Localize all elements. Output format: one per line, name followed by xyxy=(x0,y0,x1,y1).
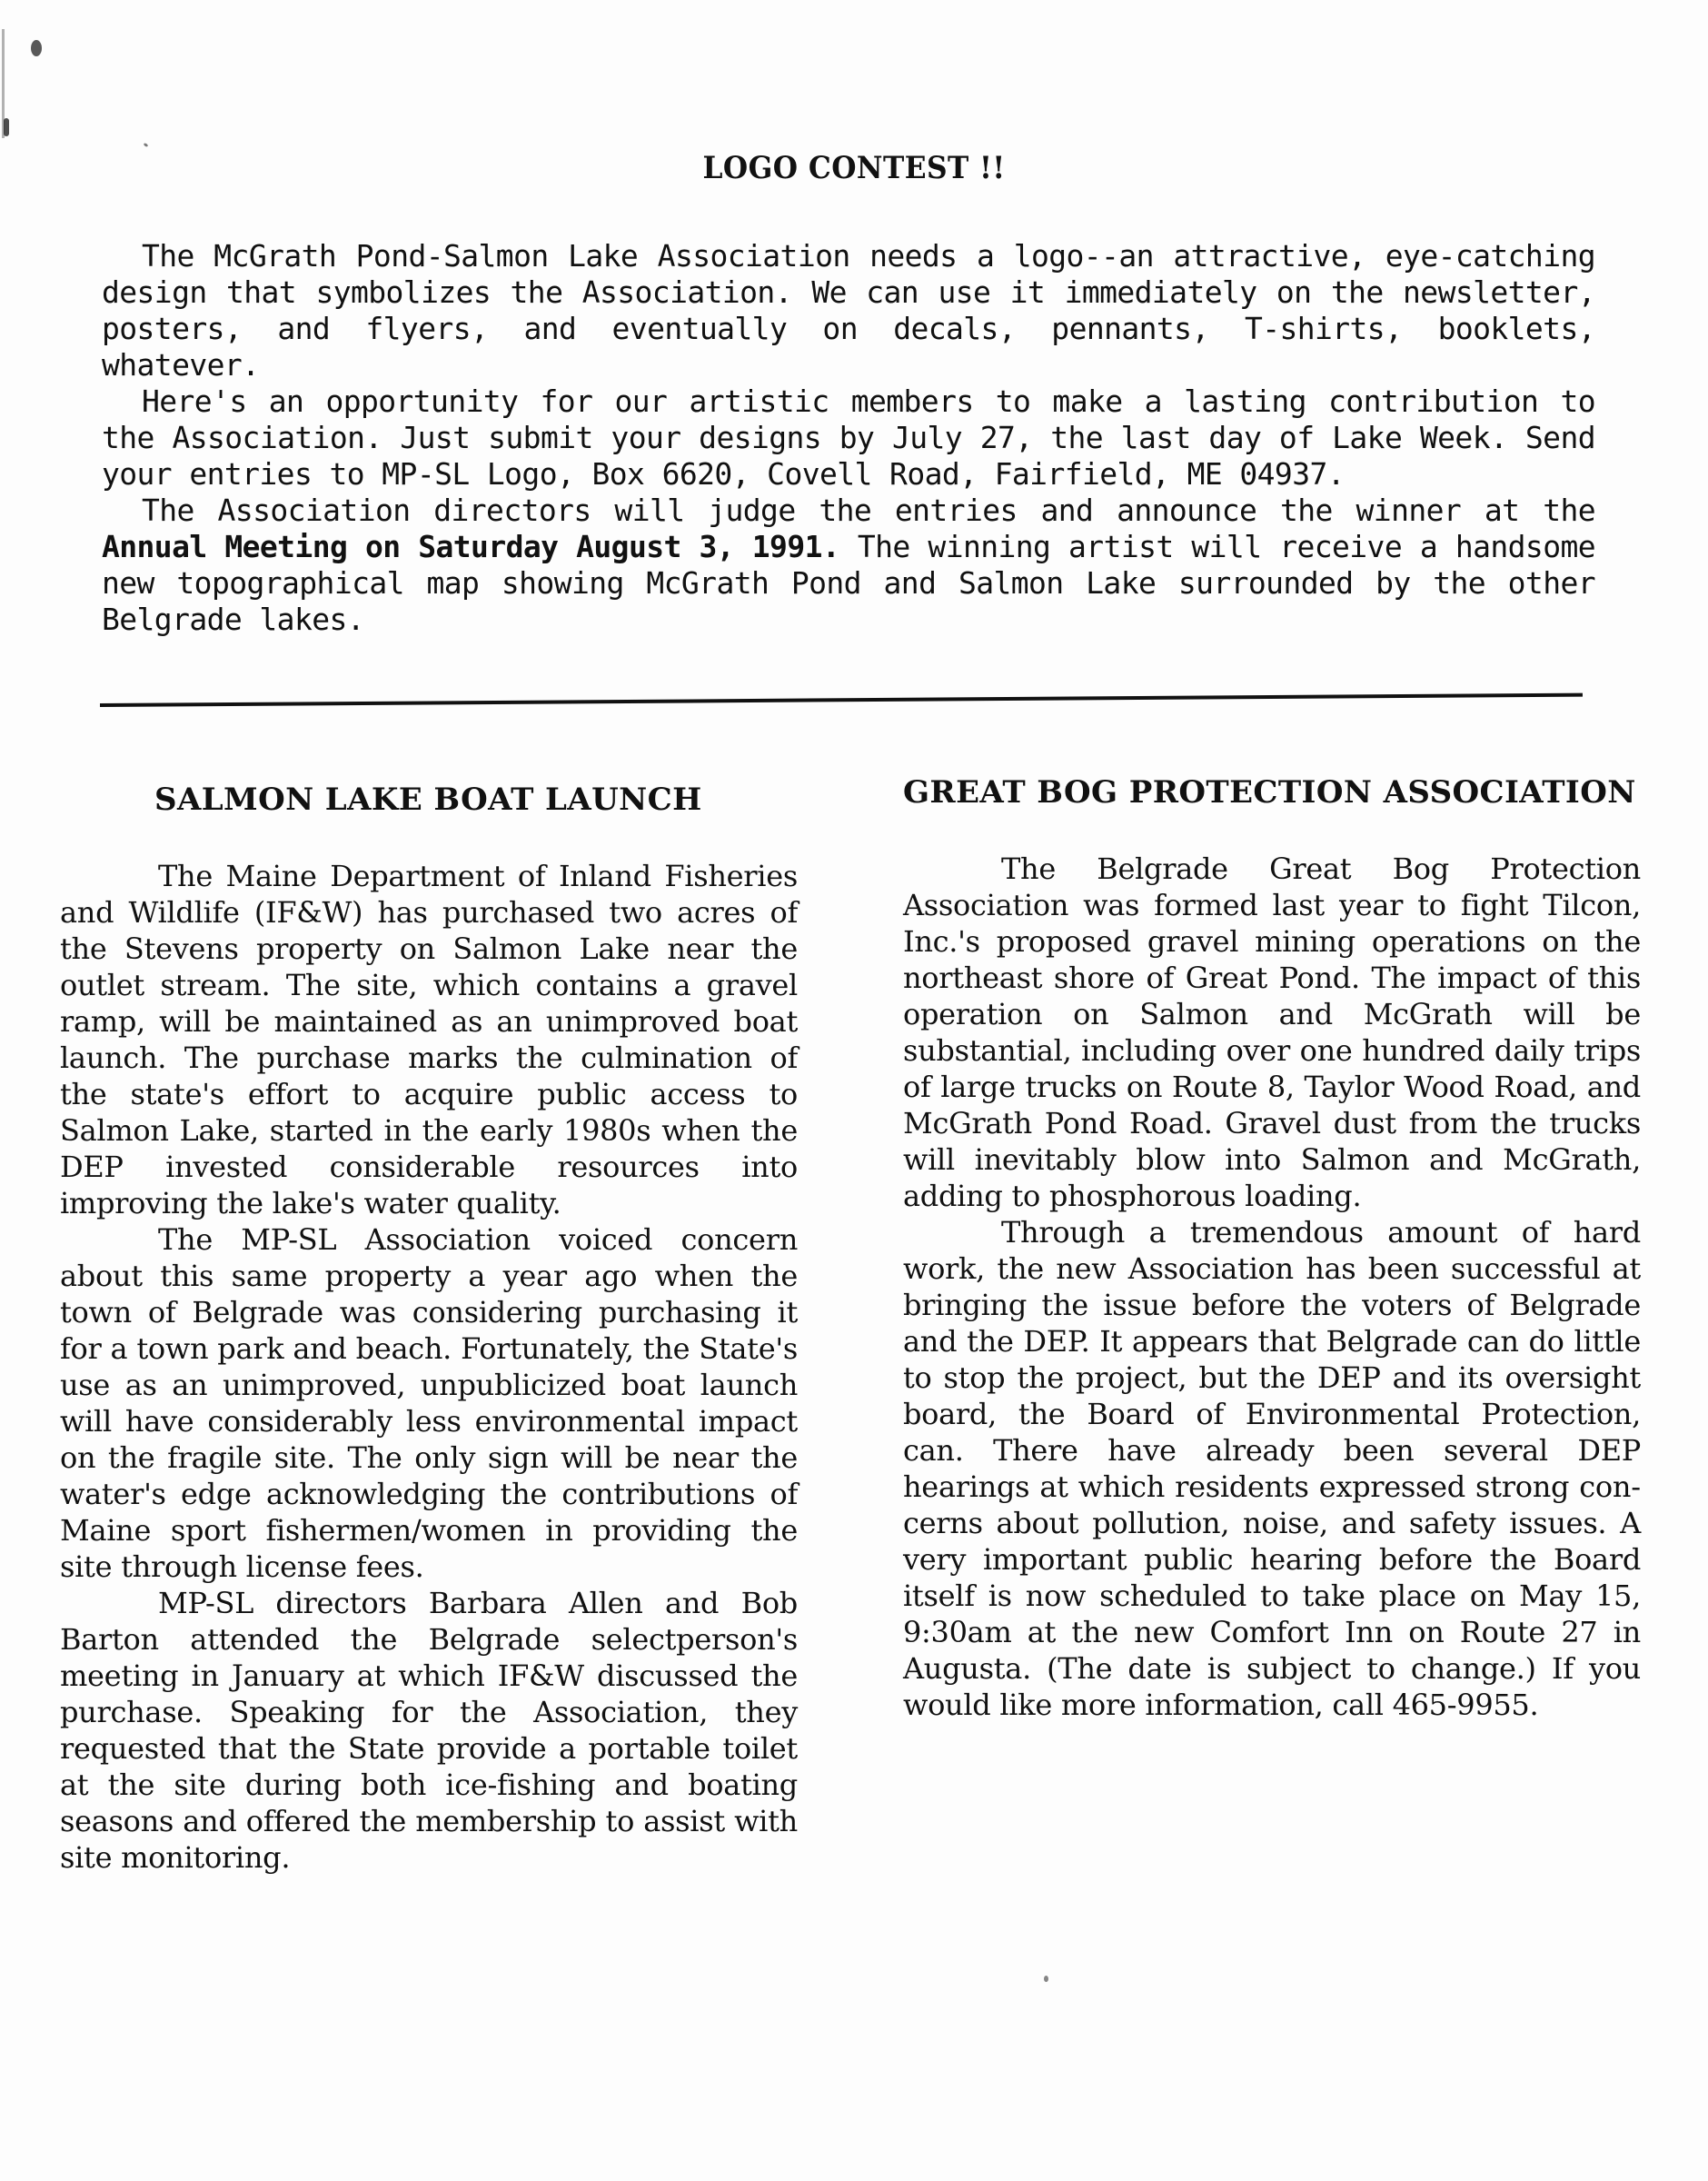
section-divider xyxy=(100,693,1583,707)
logo-contest-article xyxy=(102,238,1595,638)
boat-launch-paragraph: The MP-SL Association voiced concern about this same property a year ago when the town of Belgrade was considering purchasing it for a town park and beach. Fortunately, the State's use as an unimproved, unpublicized boat launch will have considerably less environmental impact on the fragile site. The only sign will be near the water's edge acknowledging the contributions of Maine sport fishermen/women in providing the site through license fees. xyxy=(60,1222,798,1584)
logo-contest-paragraph: Here's an opportunity for our artistic members to make a lasting contribution to the Association. Just submit your designs by July 27, the last day of Lake Week. Send your entries to MP-SL Logo, Box 6620, Covell Road, Fairfield, ME 04937. xyxy=(102,383,1595,492)
boat-launch-article xyxy=(60,782,798,1876)
logo-contest-heading: LOGO CONTEST !! xyxy=(702,149,1006,186)
great-bog-paragraph: Through a tremendous amount of hard work, the new Association has been successful at bringing the issue before the voters of Belgrade and the DEP. It appears that Belgrade can do little to stop the project, but the DEP and its oversight board, the Board of Environmental Protection, can. There have already been several DEP hearings at which residents expressed strong concerns about pollution, noise, and safety issues. A very important public hearing before the Board itself is now scheduled to take place on May 15, 9:30am at the new Comfort Inn on Route 27 in Augusta. (The date is subject to change.) If you would like more information, call 465-9955. xyxy=(903,1215,1641,1722)
logo-contest-paragraph: The McGrath Pond-Salmon Lake Association needs a logo--an attractive, eye-catching design that symbolizes the Association. We can use it immediately on the newsletter, posters, and flyers, and eventually on decals, pennants, T-shirts, booklets, whatever. xyxy=(102,238,1595,383)
annual-meeting-date: Annual Meeting on Saturday August 3, 1991. xyxy=(102,529,840,564)
paragraph-text: The winning artist will receive a handsome new topographical map showing McGrath Pond and Salmon Lake surrounded by the other Belgrade lakes. xyxy=(102,529,1595,637)
boat-launch-paragraph: MP-SL directors Barbara Allen and Bob Barton attended the Belgrade selectperson's meeting in January at which IF&W discussed the purchase. Speaking for the Association, they requested that the State provide a portable toilet at the site during both ice-fishing and boating seasons and offered the membership to assist with site monitoring. xyxy=(60,1586,798,1875)
boat-launch-heading: SALMON LAKE BOAT LAUNCH xyxy=(154,782,702,818)
scan-edge-shadow xyxy=(2,29,5,138)
scan-speck xyxy=(31,40,42,56)
great-bog-paragraph: The Belgrade Great Bog Protection Association was formed last year to fight Tilcon, Inc.'s proposed gravel mining operations on the northeast shore of Great Pond. The impact of this operation on Salmon and McGrath will be substantial, including over one hundred daily trips of large trucks on Route 8, Taylor Wood Road, and McGrath Pond Road. Gravel dust from the trucks will inevitably blow into Salmon and McGrath, adding to phosphorous loading. xyxy=(903,851,1641,1213)
great-bog-article xyxy=(903,774,1641,1723)
boat-launch-paragraph: The Maine Department of Inland Fisheries and Wildlife (IF&W) has purchased two acres of the Stevens property on Salmon Lake near the outlet stream. The site, which contains a gravel ramp, will be maintained as an unimproved boat launch. The purchase marks the culmination of the state's effort to acquire public access to Salmon Lake, started in the early 1980s when the DEP invested considerable resources into improving the lake's water quality. xyxy=(60,859,798,1220)
scan-speck xyxy=(144,143,149,147)
paragraph-text: The Association directors will judge the entries and announce the winner at the xyxy=(142,493,1595,528)
great-bog-heading: GREAT BOG PROTECTION ASSOCIATION xyxy=(903,774,1636,811)
scan-speck xyxy=(1044,1976,1048,1982)
logo-contest-paragraph xyxy=(102,493,1595,638)
